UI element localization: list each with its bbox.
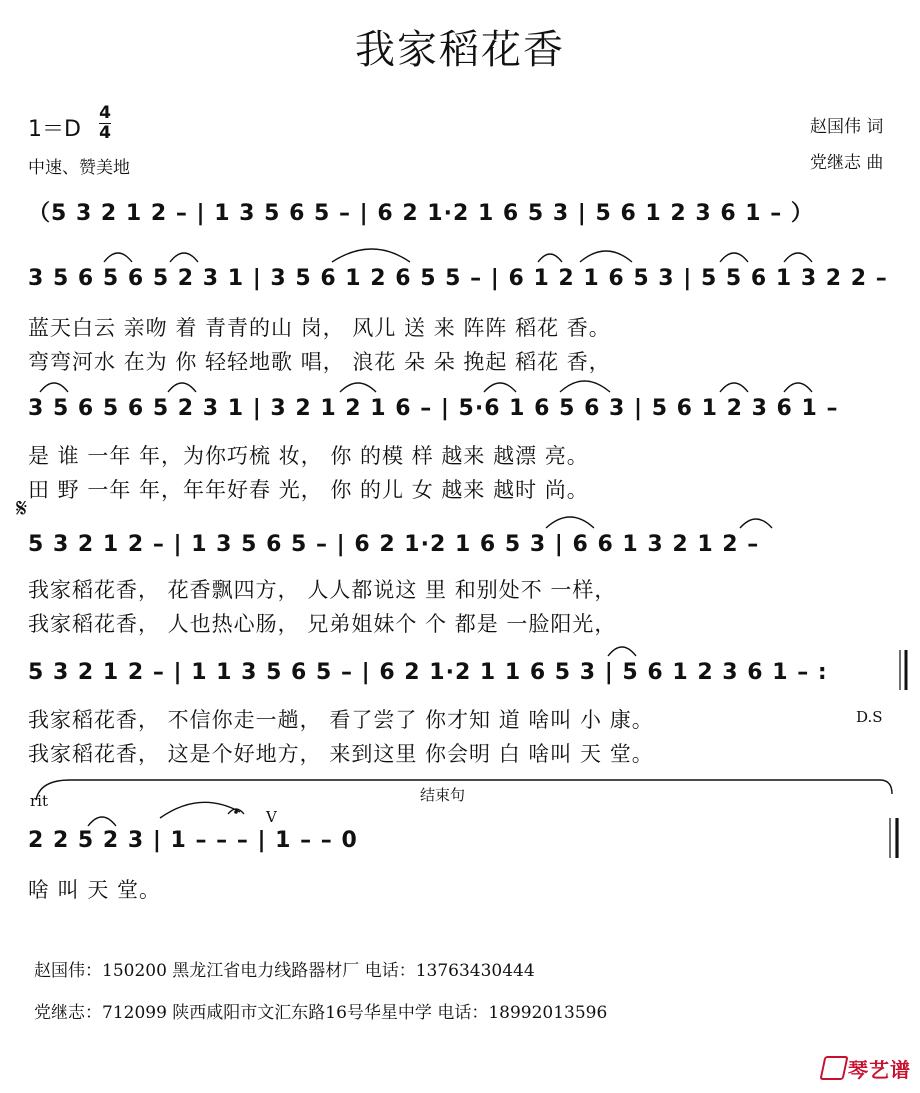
key-signature: 1＝D xyxy=(28,117,81,142)
ending-bracket xyxy=(36,780,892,800)
lyric-line-2-verse-1: 蓝天白云 亲吻 着 青青的山 岗， 风儿 送 来 阵阵 稻花 香。 xyxy=(28,316,611,340)
slur xyxy=(784,253,812,262)
lyric-line-4-verse-1: 我家稻花香， 花香飘四方， 人人都说这 里 和别处不 一样， xyxy=(28,578,617,602)
slur xyxy=(88,817,116,826)
notation-line-6: 2 2 5 2 3 | 1 – – – | 1 – – 0 xyxy=(28,828,358,853)
contact-composer: 党继志：712099 陕西咸阳市文汇东路16号华星中学 电话：18992013596 xyxy=(34,1003,608,1023)
composer-credit: 党继志 曲 xyxy=(810,153,884,173)
slur xyxy=(40,383,68,392)
time-signature-top: 4 xyxy=(99,103,111,123)
lyric-line-5-verse-2: 我家稻花香， 这是个好地方， 来到这里 你会明 白 啥叫 天 堂。 xyxy=(28,742,654,766)
fermata-dot xyxy=(234,810,238,814)
lyric-line-2-verse-2: 弯弯河水 在为 你 轻轻地歌 唱， 浪花 朵 朵 挽起 稻花 香， xyxy=(28,350,611,374)
slur xyxy=(560,381,610,392)
segno-sign: 𝄋 xyxy=(16,494,28,524)
contact-lyricist: 赵国伟：150200 黑龙江省电力线路器材厂 电话：13763430444 xyxy=(34,961,535,981)
slur xyxy=(608,647,636,656)
ending-phrase-label: 结束句 xyxy=(420,786,466,804)
notation-line-5: 5 3 2 1 2 – | 1 1 3 5 6 5 – | 6 2 1·2 1 1 6 5 3 | 5 6 1 2 3 6 1 – : xyxy=(28,660,828,685)
lyric-line-3-verse-1: 是 谁 一年 年，为你巧梳 妆， 你 的模 样 越来 越漂 亮。 xyxy=(28,444,589,468)
site-logo-icon xyxy=(819,1056,848,1080)
slur xyxy=(104,253,132,262)
notation-line-2: 3 5 6 5 6 5 2 3 1 | 3 5 6 1 2 6 5 5 – | 6 1 2 1 6 5 3 | 5 5 6 1 3 2 2 – xyxy=(28,266,888,291)
slur xyxy=(340,383,376,392)
lyric-line-5-verse-1: 我家稻花香， 不信你走一趟， 看了尝了 你才知 道 啥叫 小 康。 xyxy=(28,708,654,732)
time-signature-bottom: 4 xyxy=(99,123,111,143)
slur xyxy=(720,383,748,392)
slur xyxy=(580,251,632,262)
ritardando-marking: rit xyxy=(30,792,48,810)
song-title: 我家稻花香 xyxy=(355,27,565,73)
slur xyxy=(784,383,812,392)
slur xyxy=(160,802,240,818)
tempo-marking: 中速、赞美地 xyxy=(28,158,130,178)
slur xyxy=(720,253,748,262)
slur xyxy=(168,383,196,392)
breath-mark: V xyxy=(266,808,277,826)
slur xyxy=(484,383,516,392)
lyric-line-3-verse-2: 田 野 一年 年，年年好春 光， 你 的儿 女 越来 越时 尚。 xyxy=(28,478,589,502)
slur xyxy=(332,249,410,262)
slur xyxy=(740,519,772,528)
lyricist-credit: 赵国伟 词 xyxy=(810,117,884,137)
notation-line-1: （5 3 2 1 2 – | 1 3 5 6 5 – | 6 2 1·2 1 6 5 3 | 5 6 1 2 3 6 1 – ） xyxy=(28,201,814,226)
slur xyxy=(546,517,594,528)
notation-line-4: 5 3 2 1 2 – | 1 3 5 6 5 – | 6 2 1·2 1 6 5 3 | 6 6 1 3 2 1 2 – xyxy=(28,532,760,557)
site-logo-text: 琴艺谱 xyxy=(848,1058,911,1082)
slur xyxy=(538,254,562,262)
dal-segno-marking: D.S xyxy=(856,708,883,726)
lyric-line-4-verse-2: 我家稻花香， 人也热心肠， 兄弟姐妹个 个 都是 一脸阳光， xyxy=(28,612,617,636)
slur xyxy=(170,253,198,262)
lyric-line-6: 啥 叫 天 堂。 xyxy=(28,878,162,902)
notation-line-3: 3 5 6 5 6 5 2 3 1 | 3 2 1 2 1 6 – | 5·6 1 6 5 6 3 | 5 6 1 2 3 6 1 – xyxy=(28,396,839,421)
